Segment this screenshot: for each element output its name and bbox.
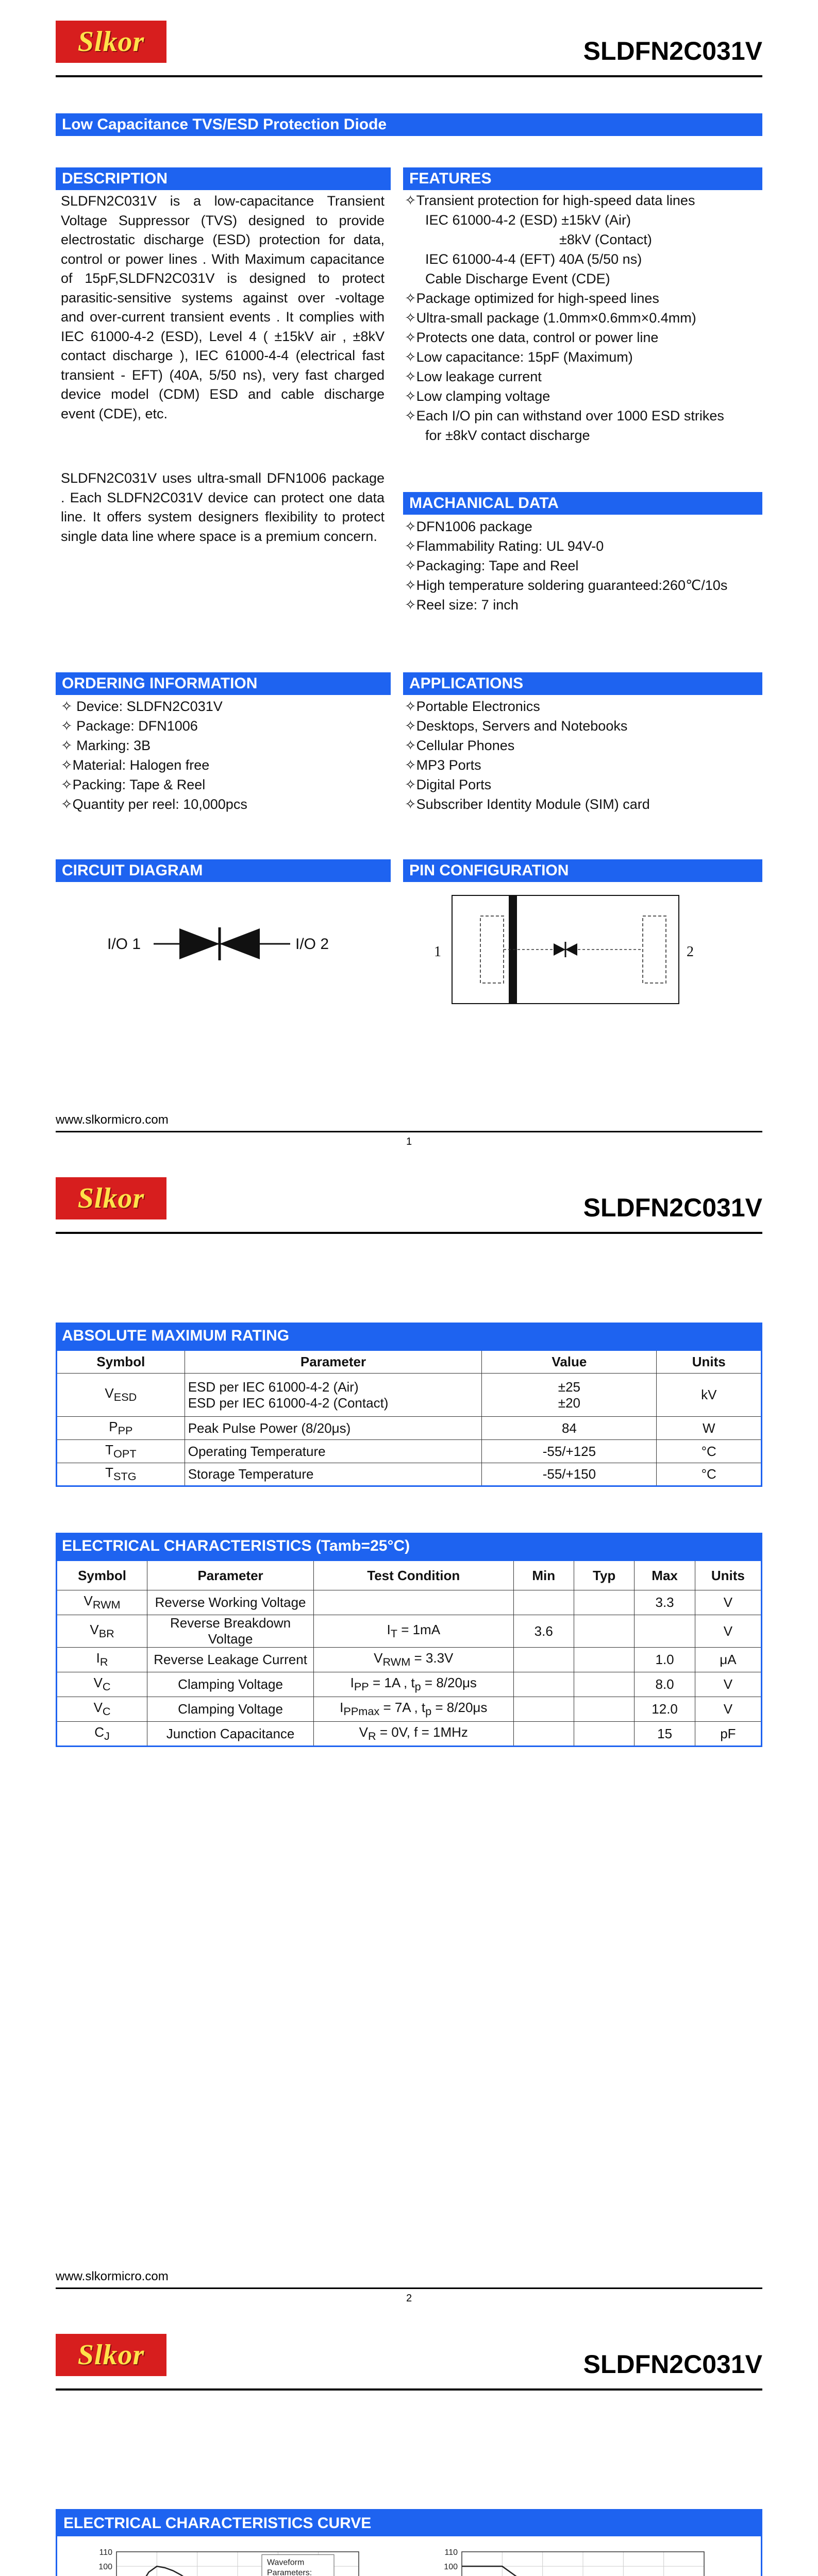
page-2: [0, 1157, 818, 2313]
symbol-cell: [57, 1463, 185, 1486]
pin-1-label: 1: [434, 944, 441, 960]
symbol-cell: [57, 1672, 147, 1697]
symbol: I: [96, 1650, 100, 1666]
symbol-cell: [57, 1374, 185, 1417]
logo-text: Slkor: [77, 1182, 145, 1214]
electrical-table: [56, 1533, 762, 1747]
application-item: ✧Subscriber Identity Module (SIM) card: [405, 796, 650, 812]
symbol-cell: [57, 1590, 147, 1615]
symbol-sub: C: [102, 1705, 111, 1718]
ordering-item: ✧ Marking: 3B: [61, 738, 151, 753]
symbol: P: [109, 1418, 118, 1434]
symbol-sub: R: [99, 1655, 108, 1669]
condition-cell: $V_R = 0V$, f = 1MHz: [314, 1722, 514, 1747]
application-item: ✧Cellular Phones: [405, 738, 515, 753]
application-item: ✧MP3 Ports: [405, 757, 481, 773]
symbol: V: [93, 1675, 103, 1691]
y-tick-label: 110: [99, 2548, 112, 2557]
feature-item: ✧Low leakage current: [405, 369, 542, 384]
feature-item: ✧Low capacitance: 15pF (Maximum): [405, 349, 633, 365]
min-cell: 3.6: [513, 1615, 574, 1648]
table-row: [57, 1697, 762, 1722]
circuit-heading: CIRCUIT DIAGRAM: [56, 859, 391, 882]
symbol: C: [94, 1724, 105, 1740]
symbol-sub: RWM: [92, 1598, 121, 1612]
part-number: SLDFN2C031V: [583, 37, 762, 65]
condition-cell: $I_{PP} = 1A$ , $t_p = 8/20\mu s$: [314, 1672, 514, 1697]
max-cell: 3.3: [635, 1590, 695, 1615]
value-cell: -55/+125: [482, 1440, 657, 1463]
electrical-body: [57, 1590, 762, 1747]
param-cell: Peak Pulse Power (8/20μs): [185, 1417, 482, 1440]
y-tick-label: 100: [98, 2563, 112, 2572]
description-heading: DESCRIPTION: [56, 167, 391, 190]
param-cell: Operating Temperature: [185, 1440, 482, 1463]
typ-cell: [574, 1590, 634, 1615]
y-tick-label: 100: [444, 2563, 458, 2572]
param-cell: Storage Temperature: [185, 1463, 482, 1486]
symbol-sub: PP: [118, 1424, 133, 1437]
symbol-cell: [57, 1648, 147, 1672]
ordering-list: [61, 697, 386, 814]
table-row: [57, 1590, 762, 1615]
symbol-sub: C: [102, 1680, 111, 1693]
col-header: Units: [695, 1561, 761, 1590]
value-cell: 84: [482, 1417, 657, 1440]
symbol-sub: ESD: [113, 1391, 137, 1404]
legend-entry: Parameters:: [267, 2568, 312, 2576]
feature-item: ✧Protects one data, control or power line: [405, 330, 659, 345]
table-row: [57, 1648, 762, 1672]
logo: [56, 2334, 166, 2376]
power-derating-chart: [413, 2541, 753, 2576]
applications-list: [405, 697, 760, 814]
max-cell: [635, 1615, 695, 1648]
table-row: [57, 1722, 762, 1747]
unit-cell: V: [695, 1697, 761, 1722]
param-cell: Reverse Leakage Current: [147, 1648, 314, 1672]
unit-cell: V: [695, 1672, 761, 1697]
unit-cell: °C: [657, 1440, 762, 1463]
legend-entry: Waveform: [267, 2558, 305, 2567]
symbol: T: [105, 1442, 114, 1458]
header-rule: [56, 2388, 762, 2391]
feature-item: ✧Each I/O pin can withstand over 1000 ESD strikes: [405, 408, 724, 423]
table-row: [57, 1672, 762, 1697]
feature-item: ✧Low clamping voltage: [405, 388, 550, 404]
ordering-item: ✧ Device: SLDFN2C031V: [61, 699, 223, 714]
col-header: Parameter: [185, 1350, 482, 1374]
typ-cell: [574, 1722, 634, 1747]
symbol-sub: OPT: [113, 1447, 137, 1461]
series-line: [462, 2566, 664, 2576]
unit-cell: kV: [657, 1374, 762, 1417]
typ-cell: [574, 1697, 634, 1722]
mechanical-list: [405, 517, 760, 615]
feature-item: IEC 61000-4-2 (ESD) ±15kV (Air): [425, 212, 631, 228]
ordering-item: ✧Quantity per reel: 10,000pcs: [61, 796, 247, 812]
table-row: [57, 1374, 762, 1417]
mechanical-item: ✧Packaging: Tape and Reel: [405, 558, 579, 573]
param-cell: Clamping Voltage: [147, 1697, 314, 1722]
col-header: Test Condition: [314, 1561, 514, 1590]
curves-title: ELECTRICAL CHARACTERISTICS CURVE: [57, 2511, 761, 2536]
diode-right-icon: [220, 928, 260, 959]
title-bar: Low Capacitance TVS/ESD Protection Diode: [56, 113, 762, 136]
header-rule: [56, 75, 762, 77]
feature-item: for ±8kV contact discharge: [425, 428, 590, 443]
unit-cell: μA: [695, 1648, 761, 1672]
pin-diode-left-icon: [554, 943, 565, 956]
param-cell: Clamping Voltage: [147, 1672, 314, 1697]
y-tick-label: 110: [444, 2548, 458, 2557]
col-header: Typ: [574, 1561, 634, 1590]
param-cell: Reverse Working Voltage: [147, 1590, 314, 1615]
param-cell: Junction Capacitance: [147, 1722, 314, 1747]
electrical-title: ELECTRICAL CHARACTERISTICS (Tamb=25°C): [56, 1533, 762, 1560]
circuit-diagram: [56, 891, 391, 1005]
col-header: Symbol: [57, 1561, 147, 1590]
param-cell: [185, 1374, 482, 1417]
diode-left-icon: [179, 928, 220, 959]
condition-cell: $I_{PPmax} = 7A$ , $t_p = 8/20\mu s$: [314, 1697, 514, 1722]
min-cell: [513, 1722, 574, 1747]
symbol: V: [84, 1593, 93, 1609]
unit-cell: W: [657, 1417, 762, 1440]
header-rule: [56, 1232, 762, 1234]
symbol-cell: [57, 1417, 185, 1440]
typ-cell: [574, 1615, 634, 1648]
feature-item: ✧Package optimized for high-speed lines: [405, 291, 659, 306]
feature-item: IEC 61000-4-4 (EFT) 40A (5/50 ns): [425, 251, 642, 267]
col-header: Symbol: [57, 1350, 185, 1374]
pin-2-label: 2: [687, 944, 694, 960]
col-header: Parameter: [147, 1561, 314, 1590]
symbol-cell: [57, 1697, 147, 1722]
value: ±25: [558, 1379, 580, 1395]
mechanical-heading: MACHANICAL DATA: [403, 492, 762, 515]
applications-heading: APPLICATIONS: [403, 672, 762, 695]
pin-heading: PIN CONFIGURATION: [403, 859, 762, 882]
symbol: V: [105, 1385, 114, 1401]
symbol-sub: STG: [113, 1470, 137, 1483]
symbol-sub: BR: [98, 1627, 114, 1640]
min-cell: [513, 1590, 574, 1615]
page-number: 1: [406, 1136, 412, 1147]
feature-item: Cable Discharge Event (CDE): [425, 271, 610, 286]
pin-diode-right-icon: [565, 943, 577, 956]
curves-frame: [56, 2509, 762, 2576]
footer-rule: [56, 1131, 762, 1132]
max-cell: 8.0: [635, 1672, 695, 1697]
table-row: [57, 1463, 762, 1486]
application-item: ✧Desktops, Servers and Notebooks: [405, 718, 628, 734]
mechanical-item: ✧Flammability Rating: UL 94V-0: [405, 538, 604, 554]
feature-item: ✧Transient protection for high-speed data lines: [405, 193, 695, 208]
condition-cell: [314, 1590, 514, 1615]
part-number: SLDFN2C031V: [583, 1193, 762, 1222]
features-list: [405, 191, 760, 445]
param: ESD per IEC 61000-4-2 (Contact): [188, 1395, 389, 1411]
min-cell: [513, 1672, 574, 1697]
param: ESD per IEC 61000-4-2 (Air): [188, 1379, 359, 1395]
page-number: 2: [406, 2293, 412, 2304]
value-cell: -55/+150: [482, 1463, 657, 1486]
max-cell: 1.0: [635, 1648, 695, 1672]
table-row: [57, 1417, 762, 1440]
col-header: Min: [513, 1561, 574, 1590]
value: ±20: [558, 1395, 580, 1411]
table-row: [57, 1615, 762, 1648]
mechanical-item: ✧High temperature soldering guaranteed:260℃/10s: [405, 578, 728, 593]
condition-cell: $V_{RWM} = 3.3V$: [314, 1648, 514, 1672]
ordering-item: ✧Material: Halogen free: [61, 757, 210, 773]
logo: [56, 21, 166, 63]
application-item: ✧Digital Ports: [405, 777, 492, 792]
page-1: [0, 0, 818, 1157]
unit-cell: pF: [695, 1722, 761, 1747]
symbol-cell: [57, 1440, 185, 1463]
max-cell: 15: [635, 1722, 695, 1747]
unit-cell: °C: [657, 1463, 762, 1486]
application-item: ✧Portable Electronics: [405, 699, 540, 714]
page-3: [0, 2313, 818, 2576]
symbol-cell: [57, 1722, 147, 1747]
pulse-waveform-chart: [68, 2541, 408, 2576]
symbol: V: [93, 1700, 103, 1716]
col-header: Max: [635, 1561, 695, 1590]
ordering-item: ✧Packing: Tape & Reel: [61, 777, 206, 792]
footer-rule: [56, 2287, 762, 2289]
part-number: SLDFN2C031V: [583, 2350, 762, 2379]
value-cell: [482, 1374, 657, 1417]
param-cell: Reverse Breakdown Voltage: [147, 1615, 314, 1648]
ordering-heading: ORDERING INFORMATION: [56, 672, 391, 695]
feature-item: ±8kV (Contact): [559, 232, 652, 247]
col-header: Value: [482, 1350, 657, 1374]
table-row: [57, 1440, 762, 1463]
condition-cell: $I_T = 1mA$: [314, 1615, 514, 1648]
col-header: Units: [657, 1350, 762, 1374]
unit-cell: V: [695, 1590, 761, 1615]
absolute-max-table: [56, 1323, 762, 1487]
unit-cell: V: [695, 1615, 761, 1648]
logo-text: Slkor: [77, 2339, 145, 2371]
pin-configuration: [403, 885, 762, 1019]
mechanical-item: ✧Reel size: 7 inch: [405, 597, 519, 613]
symbol: V: [90, 1621, 99, 1637]
max-cell: 12.0: [635, 1697, 695, 1722]
io1-label: I/O 1: [107, 936, 141, 953]
footer-url: www.slkormicro.com: [56, 2269, 169, 2283]
logo-text: Slkor: [77, 26, 145, 58]
min-cell: [513, 1697, 574, 1722]
ordering-item: ✧ Package: DFN1006: [61, 718, 198, 734]
typ-cell: [574, 1648, 634, 1672]
features-heading: FEATURES: [403, 167, 762, 190]
absolute-max-title: ABSOLUTE MAXIMUM RATING: [56, 1323, 762, 1349]
symbol-sub: J: [104, 1730, 110, 1743]
typ-cell: [574, 1672, 634, 1697]
feature-item: ✧Ultra-small package (1.0mm×0.6mm×0.4mm): [405, 310, 696, 326]
logo: [56, 1177, 166, 1219]
symbol-cell: [57, 1615, 147, 1648]
mechanical-item: ✧DFN1006 package: [405, 519, 532, 534]
footer-url: www.slkormicro.com: [56, 1113, 169, 1127]
min-cell: [513, 1648, 574, 1672]
description-para-2: SLDFN2C031V uses ultra-small DFN1006 package . Each SLDFN2C031V device can protect one data line. It offers system designers flexibility to protect single data line where space is a premium concern.: [61, 470, 385, 544]
description-para-1: SLDFN2C031V is a low-capacitance Transient Voltage Suppressor (TVS) designed to provide electrostatic discharge (ESD) protection for data, control or power lines . With Maximum capacitance of 15pF,SLDFN2C031V is designed to protect parasitic-sensitive systems against over -voltage and over-current transient events . It complies with IEC 61000-4-2 (ESD), Level 4 ( ±15kV air , ±8kV contact discharge ), IEC 61000-4-4 (electrical fast transient - EFT) (40A, 5/50 ns), very fast charged device model (CDM) ESD and cable discharge event (CDE), etc.: [61, 193, 385, 421]
io2-label: I/O 2: [295, 936, 329, 953]
symbol: T: [105, 1465, 114, 1481]
